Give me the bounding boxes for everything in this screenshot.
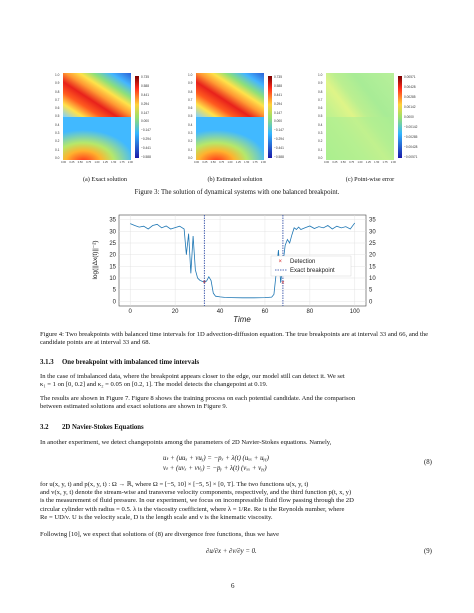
equation-8-line-2: vₜ + (uvₓ + vvᵧ) = −pᵧ + λ(t) (vₓₓ + vᵧᵧ) xyxy=(163,465,267,472)
section-3-2-heading xyxy=(40,424,436,431)
y-tick: 0.7 xyxy=(188,97,193,102)
y-tick: 0.4 xyxy=(55,122,60,127)
y-tick: 0.2 xyxy=(188,139,193,144)
colorbar-tick: −0.588 xyxy=(141,154,151,159)
colorbar-tick: 0.00571 xyxy=(404,75,416,79)
y-tick: 0.0 xyxy=(55,155,60,160)
colorbar-tick-labels xyxy=(274,75,284,159)
x-tick: 0.00 xyxy=(324,161,330,164)
colorbar-tick: −0.294 xyxy=(274,137,284,142)
y-tick-label-left: 25 xyxy=(109,241,116,247)
y-tick: 0.7 xyxy=(318,97,323,102)
y-tick-label-left: 15 xyxy=(109,264,116,271)
text-line: The results are shown in Figure 7. Figure 8 shows the training process on each potential candidate. And the comparison xyxy=(40,395,356,402)
y-tick-label-right: 5 xyxy=(369,287,373,294)
colorbar-tick: 0.000 xyxy=(274,119,282,124)
y-tick: 0.1 xyxy=(318,147,323,152)
colorbar-tick: −0.588 xyxy=(274,154,284,159)
x-tick: 0.50 xyxy=(340,161,346,164)
x-axis-label: Time xyxy=(233,315,251,324)
colorbar-error xyxy=(398,76,402,158)
text-line: and v(x, y, t) denote the stream-wise and transverse velocity components, respectively, and the third function p(t, x, y) xyxy=(40,489,352,497)
legend-marker-x: × xyxy=(278,259,283,265)
x-tick: 1.75 xyxy=(119,161,125,164)
legend xyxy=(271,256,351,276)
y-tick: 0.0 xyxy=(318,155,323,160)
text-line: Re = UD/ν. U is the velocity scale, D is the length scale and ν is the kinematic viscosity. xyxy=(40,513,273,521)
colorbar-tick: −0.00428 xyxy=(404,145,418,149)
colorbar-tick: 0.294 xyxy=(141,101,149,106)
equation-8-number: (8) xyxy=(424,459,432,466)
y-axis-label: log(||Δx(t)||⁻²) xyxy=(92,240,99,280)
y-tick-labels xyxy=(318,73,326,160)
y-tick: 0.3 xyxy=(188,131,193,136)
detection-marker: × xyxy=(202,279,207,286)
colorbar-tick: 0.588 xyxy=(274,83,282,88)
y-tick-label-right: 25 xyxy=(369,241,376,247)
colorbar-tick-labels xyxy=(141,75,151,159)
section-3-1-3-paragraph-1 xyxy=(40,373,440,389)
y-tick: 0.8 xyxy=(188,89,193,94)
x-tick: 0.25 xyxy=(332,161,338,164)
colorbar-tick: −0.00285 xyxy=(404,135,418,139)
heatmap-error xyxy=(326,73,394,160)
x-tick: 0.25 xyxy=(69,161,75,164)
text-line: circular cylinder with radius = 0.5. λ is the viscosity coefficient, where λ = 1/Re. Re is the Reynolds number, where xyxy=(40,505,345,513)
colorbar-tick: −0.00571 xyxy=(404,155,418,159)
colorbar-tick: 0.000 xyxy=(141,119,149,124)
x-tick: 2.00 xyxy=(127,161,133,164)
colorbar-exact xyxy=(135,76,139,158)
x-tick-label: 80 xyxy=(306,309,314,315)
y-tick-label-right: 20 xyxy=(369,252,376,259)
x-tick: 0.75 xyxy=(219,161,225,164)
x-tick: 1.75 xyxy=(382,161,388,164)
section-number: 3.2 xyxy=(40,424,49,431)
y-tick: 0.9 xyxy=(318,81,323,86)
subcaption-exact: (a) Exact solution xyxy=(83,176,127,183)
text-line: between estimated solutions and exact solutions are shown in Figure 9. xyxy=(40,403,228,411)
colorbar-tick: −0.147 xyxy=(274,128,284,133)
x-tick: 1.50 xyxy=(244,161,250,164)
y-tick: 0.3 xyxy=(318,131,323,136)
colorbar-tick: 0.00428 xyxy=(404,85,416,89)
y-tick-label-left: 10 xyxy=(109,276,116,282)
x-tick: 0.00 xyxy=(61,161,67,164)
y-tick-label-right: 30 xyxy=(369,229,376,236)
panel-pointwise-error xyxy=(318,73,430,171)
y-tick: 0.4 xyxy=(318,122,323,127)
x-tick: 1.00 xyxy=(94,161,100,164)
y-tick: 0.8 xyxy=(318,89,323,94)
colorbar-tick: −0.441 xyxy=(274,146,284,150)
subcaption-error: (c) Point-wise error xyxy=(345,176,395,183)
x-tick-label: 20 xyxy=(171,309,179,315)
y-tick: 0.9 xyxy=(55,81,60,86)
x-tick: 0.25 xyxy=(202,161,208,164)
y-tick-label-right: 10 xyxy=(369,276,376,282)
y-tick-label-right: 35 xyxy=(369,217,376,224)
colorbar-tick: 0.441 xyxy=(274,92,282,97)
section-3-2-intro: In another experiment, we detect changepoints among the parameters of 2D Navier-Stokes equations. Namely, xyxy=(40,439,332,446)
section-3-2-paragraph-1 xyxy=(40,481,442,522)
colorbar-tick: −0.294 xyxy=(141,137,151,142)
detection-marker: × xyxy=(281,280,285,287)
y-tick: 0.5 xyxy=(55,114,60,119)
y-tick: 0.4 xyxy=(188,122,193,127)
y-tick: 1.0 xyxy=(55,73,60,77)
colorbar-tick: 0.147 xyxy=(274,110,282,115)
y-tick: 1.0 xyxy=(188,73,193,77)
x-tick: 0.75 xyxy=(349,161,355,164)
panel-exact-solution xyxy=(55,73,165,171)
y-tick-label-right: 15 xyxy=(369,264,376,271)
figure-4-caption xyxy=(40,331,436,347)
y-tick: 0.6 xyxy=(55,106,60,111)
equation-9: ∂u/∂x + ∂v/∂y = 0. xyxy=(206,548,257,555)
x-tick: 0.50 xyxy=(210,161,216,164)
y-tick-label-left: 0 xyxy=(112,299,116,306)
y-tick: 0.7 xyxy=(55,97,60,102)
legend-label-breakpoint: Exact breakpoint xyxy=(290,268,335,274)
y-tick: 0.9 xyxy=(188,81,193,86)
y-tick: 0.5 xyxy=(188,114,193,119)
y-tick: 0.2 xyxy=(55,139,60,144)
colorbar-tick: 0.147 xyxy=(141,110,149,115)
colorbar-tick: 0.735 xyxy=(141,75,149,79)
x-tick-label: 0 xyxy=(128,309,132,315)
x-tick: 1.00 xyxy=(227,161,233,164)
y-tick: 0.0 xyxy=(188,155,193,160)
y-tick: 0.2 xyxy=(318,139,323,144)
x-tick: 1.00 xyxy=(357,161,363,164)
x-tick: 1.75 xyxy=(252,161,258,164)
y-tick: 0.6 xyxy=(318,106,323,111)
figure-3-caption: Figure 3: The solution of dynamical systems with one balanced breakpoint. xyxy=(134,189,340,196)
equation-8-line-1: uₜ + (uuₓ + vuᵧ) = −pₓ + λ(t) (uₓₓ + uᵧᵧ) xyxy=(163,455,269,462)
x-tick: 2.00 xyxy=(390,161,396,164)
section-3-2-paragraph-2: Following [10], we expect that solutions of (8) are divergence free functions, thus we have xyxy=(40,531,280,538)
section-3-1-3-paragraph-2 xyxy=(40,395,440,411)
section-title: One breakpoint with imbalanced time intervals xyxy=(62,359,200,366)
legend-label-detection: Detection xyxy=(290,259,316,265)
subcaption-estimated: (b) Estimated solution xyxy=(207,176,263,183)
x-tick: 1.25 xyxy=(235,161,241,164)
colorbar-tick: 0.588 xyxy=(141,83,149,88)
y-tick-label-right: 0 xyxy=(369,299,373,306)
y-tick: 0.1 xyxy=(188,147,193,152)
page-number: 6 xyxy=(231,582,235,590)
x-tick: 1.25 xyxy=(102,161,108,164)
colorbar-tick: −0.441 xyxy=(141,146,151,150)
figure-4-caption-text: Figure 4: Two breakpoints with balanced time intervals for 1D advection-diffusion equation. The true breakpoints are at interval 33 and 66, and the candidate points are at interval 33 and 68. xyxy=(40,331,429,347)
x-tick: 2.00 xyxy=(260,161,266,164)
colorbar-tick: −0.147 xyxy=(141,128,151,133)
figure-4-chart xyxy=(90,210,390,325)
y-tick: 0.5 xyxy=(318,114,323,119)
colorbar-tick: 0.0000 xyxy=(404,115,414,119)
figure-3 xyxy=(0,0,474,200)
section-number: 3.1.3 xyxy=(40,359,54,366)
colorbar-tick: 0.441 xyxy=(141,92,149,97)
colorbar-tick: −0.00142 xyxy=(404,125,418,129)
x-tick: 1.50 xyxy=(374,161,380,164)
text-line: for u(x, y, t) and p(x, y, t) : Ω → ℝ, where Ω = [−5, 10] × [−5, 5] × [0, T]. The two functions u(x, y, t) xyxy=(40,481,309,488)
y-tick-label-left: 35 xyxy=(109,217,116,224)
x-tick-labels xyxy=(194,161,266,164)
y-tick: 0.1 xyxy=(55,147,60,152)
y-tick: 0.8 xyxy=(55,89,60,94)
colorbar-estimated xyxy=(268,76,272,158)
x-tick: 0.00 xyxy=(194,161,200,164)
section-3-1-3-heading xyxy=(40,359,436,366)
y-tick-label-left: 5 xyxy=(112,287,116,294)
x-tick-label: 60 xyxy=(261,309,269,315)
colorbar-tick: 0.00142 xyxy=(404,105,416,109)
y-tick: 1.0 xyxy=(318,73,323,77)
text-line: In the case of imbalanced data, where the breakpoint appears closer to the edge, our model still can detect it. We set xyxy=(40,373,345,380)
heatmap-exact xyxy=(63,73,131,160)
y-tick-label-left: 30 xyxy=(109,229,116,236)
y-tick-labels xyxy=(55,73,63,160)
x-tick-labels xyxy=(61,161,133,164)
text-line: κ₁ = 1 on [0, 0.2] and κ₂ = 0.05 on [0.2, 1]. The model detects the changepoint at 0.19. xyxy=(40,381,268,389)
y-tick-label-left: 20 xyxy=(109,252,116,259)
x-tick: 0.75 xyxy=(86,161,92,164)
colorbar-tick-labels xyxy=(404,75,417,159)
x-tick-label: 100 xyxy=(349,309,360,315)
panel-estimated-solution xyxy=(188,73,298,171)
y-tick: 0.6 xyxy=(188,106,193,111)
colorbar-tick: 0.735 xyxy=(274,75,282,79)
section-title: 2D Navier-Stokes Equations xyxy=(62,424,144,431)
y-tick: 0.3 xyxy=(55,131,60,136)
y-tick-labels xyxy=(188,73,196,160)
colorbar-tick: 0.00285 xyxy=(404,95,416,99)
equation-9-number: (9) xyxy=(424,548,432,555)
colorbar-tick: 0.294 xyxy=(274,101,282,106)
x-tick: 1.25 xyxy=(365,161,371,164)
heatmap-estimated xyxy=(196,73,264,160)
x-tick: 1.50 xyxy=(111,161,117,164)
x-tick: 0.50 xyxy=(77,161,83,164)
text-line: is the measurement of fluid pressure. In our experiment, we focus on incompressible fluid flow passing through the 2D xyxy=(40,497,354,505)
x-tick-label: 40 xyxy=(216,309,224,315)
x-tick-labels xyxy=(324,161,396,164)
